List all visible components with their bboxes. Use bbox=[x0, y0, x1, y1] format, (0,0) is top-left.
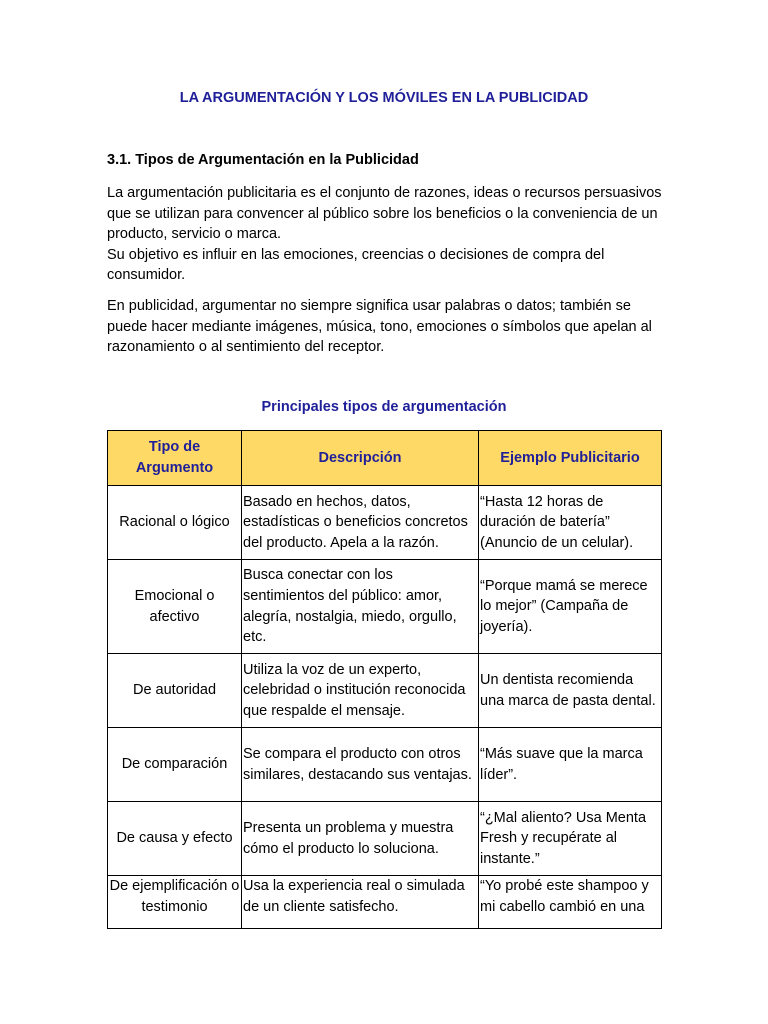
row-example bbox=[479, 876, 662, 929]
row-description-text: Usa la experiencia real o simulada de un cliente satisfecho. bbox=[243, 878, 465, 915]
intro-paragraph bbox=[107, 183, 667, 286]
row-description bbox=[242, 876, 479, 929]
row-type: Emocional o afectivo bbox=[108, 560, 242, 654]
document-title: LA ARGUMENTACIÓN Y LOS MÓVILES EN LA PUBLICIDAD bbox=[179, 90, 589, 106]
header-example: Ejemplo Publicitario bbox=[479, 431, 662, 486]
row-type: De autoridad bbox=[108, 654, 242, 728]
intro-sentence-1: La argumentación publicitaria es el conjunto de razones, ideas o recursos persuasivos que se utilizan para convencer al público sobre los beneficios o la conveniencia de un producto, servicio o marca. bbox=[107, 185, 662, 243]
table-row bbox=[108, 876, 662, 929]
row-example-text: “Yo probé este shampoo y mi cabello cambió en una bbox=[480, 878, 649, 915]
row-description: Se compara el producto con otros similares, destacando sus ventajas. bbox=[242, 728, 479, 802]
row-example: “Porque mamá se merece lo mejor” (Campaña de joyería). bbox=[479, 560, 662, 654]
row-example: “Hasta 12 horas de duración de batería” (Anuncio de un celular). bbox=[479, 486, 662, 560]
row-type: Racional o lógico bbox=[108, 486, 242, 560]
row-description: Utiliza la voz de un experto, celebridad o institución reconocida que respalde el mensaje. bbox=[242, 654, 479, 728]
table-row bbox=[108, 560, 662, 654]
row-description: Busca conectar con los sentimientos del público: amor, alegría, nostalgia, miedo, orgullo, etc. bbox=[242, 560, 479, 654]
table-row bbox=[108, 654, 662, 728]
argument-types-table bbox=[107, 430, 662, 929]
table-row bbox=[108, 802, 662, 876]
row-type: De comparación bbox=[108, 728, 242, 802]
header-type: Tipo de Argumento bbox=[108, 431, 242, 486]
row-type-text: De ejemplificación o testimonio bbox=[109, 878, 240, 915]
row-type bbox=[108, 876, 242, 929]
section-heading: 3.1. Tipos de Argumentación en la Publicidad bbox=[107, 152, 419, 168]
intro-sentence-2: Su objetivo es influir en las emociones, creencias o decisiones de compra del consumidor. bbox=[107, 246, 605, 284]
row-example: Un dentista recomienda una marca de pasta dental. bbox=[479, 654, 662, 728]
row-example: “Más suave que la marca líder”. bbox=[479, 728, 662, 802]
row-description: Presenta un problema y muestra cómo el producto lo soluciona. bbox=[242, 802, 479, 876]
table-row bbox=[108, 728, 662, 802]
table-caption: Principales tipos de argumentación bbox=[261, 399, 507, 415]
row-type: De causa y efecto bbox=[108, 802, 242, 876]
header-description: Descripción bbox=[242, 431, 479, 486]
second-paragraph: En publicidad, argumentar no siempre significa usar palabras o datos; también se puede hacer mediante imágenes, música, tono, emociones o símbolos que apelan al razonamiento o al sentimiento del receptor. bbox=[107, 298, 652, 356]
row-example: “¿Mal aliento? Usa Menta Fresh y recupérate al instante.” bbox=[479, 802, 662, 876]
row-description: Basado en hechos, datos, estadísticas o beneficios concretos del producto. Apela a la razón. bbox=[242, 486, 479, 560]
table-header-row bbox=[108, 431, 662, 486]
table-row bbox=[108, 486, 662, 560]
